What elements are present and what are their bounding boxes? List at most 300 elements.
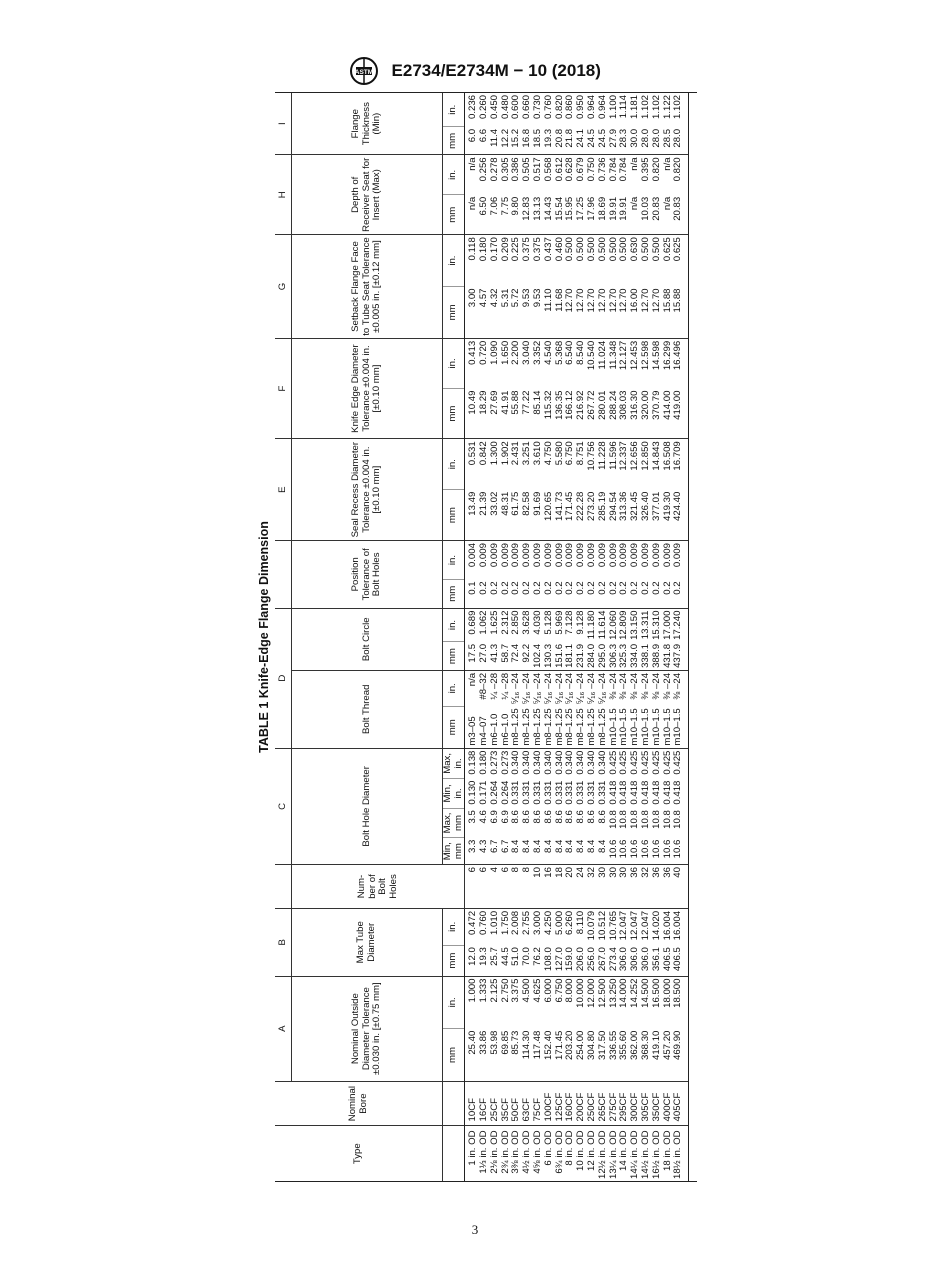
cell-g-in: 0.500 bbox=[565, 235, 576, 287]
table-caption: TABLE 1 Knife-Edge Flange Dimension bbox=[257, 521, 271, 753]
cell-e-mm: 61.75 bbox=[510, 491, 522, 516]
cell-b-mm: 206.0 bbox=[575, 947, 587, 972]
cell-g-mm: 11.68 bbox=[553, 288, 565, 312]
cell-c-min-mm: 10.6 bbox=[650, 839, 662, 859]
cell-h-mm: 19.91 bbox=[607, 196, 619, 221]
cell-b-in: 6.260 bbox=[565, 908, 576, 945]
letter-f: F bbox=[275, 338, 292, 438]
cell-f-mm: 288.24 bbox=[607, 390, 619, 420]
cell-thread-in: ⅜ –24 bbox=[630, 670, 641, 706]
cell-g-in: 0.170 bbox=[490, 235, 501, 287]
cell-nominal-bore: 265CF bbox=[598, 1081, 609, 1126]
cell-circle-mm: 151.6 bbox=[553, 643, 565, 668]
letter-a: A bbox=[275, 976, 292, 1081]
unit-thread-mm: mm bbox=[443, 706, 465, 748]
cell-c-min-mm: 6.7 bbox=[488, 839, 500, 854]
cell-b-in: 12.047 bbox=[619, 908, 630, 945]
cell-type: 10 in. OD bbox=[576, 1126, 587, 1181]
cell-b-mm: 273.4 bbox=[607, 947, 619, 972]
cell-a-mm: 317.50 bbox=[596, 1030, 608, 1060]
cell-a-mm: 85.73 bbox=[510, 1030, 522, 1055]
header-h: Depth of Receiver Seat for Insert (Max) bbox=[292, 155, 443, 235]
cell-i-mm: 28.0 bbox=[673, 127, 688, 155]
cell-position-in: 0.009 bbox=[501, 541, 512, 580]
cell-h-in: 0.820 bbox=[673, 155, 688, 195]
cell-nominal-bore: 305CF bbox=[641, 1081, 652, 1126]
cell-position-mm: 0.2 bbox=[650, 581, 662, 595]
cell-circle-in: 2.312 bbox=[501, 608, 512, 642]
cell-c-min-mm: 10.6 bbox=[673, 838, 688, 865]
type-header: Type bbox=[275, 1126, 443, 1181]
cell-h-in: 0.278 bbox=[490, 155, 501, 195]
cell-a-mm: 53.98 bbox=[488, 1030, 500, 1055]
cell-b-in: 10.765 bbox=[609, 908, 620, 945]
cell-g-in: 0.500 bbox=[609, 235, 620, 287]
cell-g-mm: 15.88 bbox=[661, 288, 673, 313]
cell-c-min-mm: 10.6 bbox=[618, 839, 630, 859]
cell-type: 18½ in. OD bbox=[673, 1126, 688, 1181]
cell-circle-in: 12.060 bbox=[609, 608, 620, 642]
cell-b-mm: 127.0 bbox=[553, 947, 565, 972]
cell-circle-in: 1.625 bbox=[490, 608, 501, 642]
cell-f-mm: 216.92 bbox=[575, 390, 587, 420]
cell-circle-mm: 58.7 bbox=[499, 643, 511, 663]
cell-i-mm: 30.0 bbox=[629, 128, 641, 148]
unit-g-in: in. bbox=[443, 235, 465, 287]
cell-e-mm: 424.40 bbox=[673, 490, 688, 541]
cell-type: 16½ in. OD bbox=[652, 1126, 663, 1181]
cell-type: 4½ in. OD bbox=[522, 1126, 533, 1181]
cell-g-mm: 5.31 bbox=[499, 288, 511, 308]
cell-c-min-in: 0.331 bbox=[575, 780, 587, 805]
cell-e-in: 14.843 bbox=[652, 439, 663, 490]
cell-a-in: 6.750 bbox=[555, 976, 566, 1029]
header-b: Max Tube Diameter bbox=[292, 908, 443, 976]
cell-c-min-in: 0.331 bbox=[532, 780, 544, 805]
cell-circle-mm: 325.3 bbox=[618, 643, 630, 668]
cell-thread-mm: m3–05 bbox=[467, 716, 479, 746]
cell-i-in: 1.100 bbox=[607, 95, 619, 120]
cell-g-in: 0.118 bbox=[465, 235, 479, 287]
cell-e-in: 12.850 bbox=[641, 439, 652, 490]
cell-circle-mm: 92.2 bbox=[521, 643, 533, 663]
cell-bolt-holes: 8 bbox=[522, 865, 533, 909]
cell-i-in: 1.102 bbox=[650, 95, 662, 120]
cell-thread-mm: m8–1.25 bbox=[564, 708, 576, 746]
svg-text:ASTM: ASTM bbox=[354, 68, 374, 76]
cell-circle-mm: 41.3 bbox=[488, 643, 500, 663]
cell-a-mm: 117.48 bbox=[532, 1030, 544, 1060]
cell-i-mm: 15.2 bbox=[510, 128, 522, 148]
cell-g-mm: 9.53 bbox=[521, 288, 533, 308]
cell-a-in: 6.000 bbox=[544, 976, 555, 1029]
cell-h-mm: 9.80 bbox=[510, 196, 522, 216]
cell-b-in: 10.512 bbox=[598, 908, 609, 945]
cell-a-in: 2.750 bbox=[501, 976, 512, 1029]
cell-f-mm: 10.49 bbox=[467, 390, 479, 415]
cell-g-mm: 12.70 bbox=[650, 288, 662, 313]
unit-row bbox=[443, 93, 465, 1181]
cell-b-in: 16.004 bbox=[663, 908, 674, 945]
cell-e-in: 8.751 bbox=[576, 439, 587, 490]
header-bolt-thread: Bolt Thread bbox=[292, 670, 443, 748]
cell-b-in: 12.047 bbox=[641, 908, 652, 945]
header-a: Nominal Outside Diameter Tolerance ±0.030 in. [±0.75 mm] bbox=[292, 976, 443, 1081]
cell-type: 1 in. OD bbox=[465, 1126, 479, 1181]
cell-c-max-in: 0.273 bbox=[501, 748, 512, 779]
cell-c-max-mm: 10.8 bbox=[673, 808, 688, 837]
cell-thread-in: ⁵⁄₁₆ –24 bbox=[544, 670, 555, 706]
header-position: Position Tolerance of Bolt Holes bbox=[292, 541, 443, 608]
cell-bolt-holes: 24 bbox=[576, 865, 587, 909]
cell-a-in: 8.000 bbox=[565, 976, 576, 1029]
cell-h-mm: 17.96 bbox=[586, 196, 598, 221]
cell-i-in: 0.820 bbox=[553, 95, 565, 120]
cell-b-in: 5.000 bbox=[555, 908, 566, 945]
cell-c-min-mm: 8.4 bbox=[532, 839, 544, 854]
cell-c-min-in: 0.264 bbox=[499, 780, 511, 805]
cell-c-max-mm: 10.8 bbox=[640, 810, 652, 829]
cell-f-mm: 370.79 bbox=[650, 390, 662, 420]
cell-position-mm: 0.2 bbox=[478, 581, 490, 595]
cell-thread-mm: m10–1.5 bbox=[640, 708, 652, 746]
cell-nominal-bore: 16CF bbox=[479, 1081, 490, 1126]
unit-circle-mm: mm bbox=[443, 642, 465, 671]
cell-e-in: 1.902 bbox=[501, 439, 512, 490]
cell-thread-mm: m10–1.5 bbox=[661, 708, 673, 746]
header-f: Knife Edge Diameter Tolerance ±0.004 in. [±0.10 mm] bbox=[292, 338, 443, 438]
cell-f-in: 6.540 bbox=[565, 338, 576, 388]
cell-i-in: 0.730 bbox=[532, 95, 544, 120]
cell-i-mm: 24.5 bbox=[586, 128, 598, 148]
cell-a-mm: 152.40 bbox=[542, 1030, 554, 1060]
cell-b-mm: 306.0 bbox=[640, 947, 652, 972]
cell-f-mm: 280.01 bbox=[596, 390, 608, 420]
cell-a-mm: 304.80 bbox=[586, 1030, 598, 1060]
cell-bolt-holes: 36 bbox=[652, 865, 663, 909]
cell-position-mm: 0.2 bbox=[564, 581, 576, 595]
page-header bbox=[0, 56, 950, 86]
cell-bolt-holes: 6 bbox=[501, 865, 512, 909]
cell-b-in: 14.020 bbox=[652, 908, 663, 945]
unit-f-in: in. bbox=[443, 338, 465, 388]
cell-e-mm: 285.19 bbox=[596, 491, 608, 522]
cell-nominal-bore: 250CF bbox=[587, 1081, 598, 1126]
cell-c-min-mm: 8.4 bbox=[596, 839, 608, 854]
cell-g-in: 0.437 bbox=[544, 235, 555, 287]
cell-i-mm: 28.0 bbox=[640, 128, 652, 148]
cell-thread-in: ⁵⁄₁₆ –24 bbox=[587, 670, 598, 706]
cell-a-in: 4.625 bbox=[533, 976, 544, 1029]
table-row bbox=[465, 93, 479, 1181]
cell-bolt-holes: 20 bbox=[565, 865, 576, 909]
header-bolt-holes: Num- ber of Bolt Holes bbox=[292, 865, 465, 909]
cell-g-in: 0.500 bbox=[576, 235, 587, 287]
cell-c-max-in: 0.425 bbox=[619, 748, 630, 779]
cell-bolt-holes: 4 bbox=[490, 865, 501, 909]
cell-i-in: 1.102 bbox=[673, 93, 688, 127]
cell-position-in: 0.009 bbox=[533, 541, 544, 580]
cell-c-min-mm: 8.4 bbox=[553, 839, 565, 854]
cell-c-min-mm: 4.3 bbox=[478, 839, 490, 854]
cell-a-mm: 33.86 bbox=[478, 1030, 490, 1055]
cell-thread-in: ⁵⁄₁₆ –24 bbox=[598, 670, 609, 706]
cell-position-in: 0.009 bbox=[598, 541, 609, 580]
cell-i-mm: 18.5 bbox=[532, 128, 544, 148]
cell-b-mm: 356.1 bbox=[650, 947, 662, 972]
cell-f-mm: 55.88 bbox=[510, 390, 522, 415]
cell-b-mm: 256.0 bbox=[586, 947, 598, 972]
cell-c-max-mm: 8.6 bbox=[575, 810, 587, 824]
cell-c-max-mm: 10.8 bbox=[661, 810, 673, 829]
cell-e-in: 5.580 bbox=[555, 439, 566, 490]
cell-c-min-in: 0.331 bbox=[510, 780, 522, 805]
cell-nominal-bore: 63CF bbox=[522, 1081, 533, 1126]
cell-f-in: 5.368 bbox=[555, 338, 566, 388]
cell-b-mm: 19.3 bbox=[478, 947, 490, 966]
cell-f-mm: 115.32 bbox=[542, 390, 554, 420]
cell-type: 18 in. OD bbox=[663, 1126, 674, 1181]
cell-circle-in: 11.180 bbox=[587, 608, 598, 642]
cell-thread-mm: m10–1.5 bbox=[673, 706, 688, 748]
cell-h-in: n/a bbox=[663, 155, 674, 195]
header-i: Flange Thickness (Min) bbox=[292, 93, 443, 155]
cell-b-in: 3.000 bbox=[533, 908, 544, 945]
cell-e-mm: 33.02 bbox=[488, 491, 500, 516]
cell-circle-in: 3.628 bbox=[522, 608, 533, 642]
cell-b-in: 2.755 bbox=[522, 908, 533, 945]
cell-thread-mm: m8–1.25 bbox=[575, 708, 587, 746]
cell-position-in: 0.009 bbox=[479, 541, 490, 580]
cell-thread-mm: m8–1.25 bbox=[510, 708, 522, 746]
cell-b-mm: 70.0 bbox=[521, 947, 533, 966]
cell-e-mm: 273.20 bbox=[586, 491, 598, 522]
cell-b-in: 16.004 bbox=[673, 908, 688, 945]
cell-bolt-holes: 36 bbox=[630, 865, 641, 909]
cell-c-max-in: 0.273 bbox=[490, 748, 501, 779]
cell-thread-in: ⅜ –24 bbox=[641, 670, 652, 706]
cell-nominal-bore: 125CF bbox=[555, 1081, 566, 1126]
cell-thread-in: n/a bbox=[465, 670, 479, 706]
cell-c-max-in: 0.340 bbox=[587, 748, 598, 779]
cell-thread-mm: m8–1.25 bbox=[542, 708, 554, 746]
cell-nominal-bore: 295CF bbox=[619, 1081, 630, 1126]
cell-circle-mm: 284.0 bbox=[586, 643, 598, 668]
cell-g-mm: 15.88 bbox=[673, 287, 688, 339]
cell-c-min-mm: 10.6 bbox=[607, 839, 619, 859]
cell-i-in: 0.950 bbox=[575, 95, 587, 120]
cell-bolt-holes: 6 bbox=[465, 865, 479, 909]
cell-c-max-mm: 10.8 bbox=[618, 810, 630, 829]
cell-c-min-in: 0.418 bbox=[661, 780, 673, 805]
cell-i-in: 1.181 bbox=[629, 95, 641, 120]
cell-type: 13¼ in. OD bbox=[609, 1126, 620, 1181]
cell-c-min-mm: 8.4 bbox=[510, 839, 522, 854]
cell-nominal-bore: 50CF bbox=[511, 1081, 522, 1126]
cell-f-mm: 77.22 bbox=[521, 390, 533, 415]
cell-e-in: 11.228 bbox=[598, 439, 609, 490]
cell-h-mm: 20.83 bbox=[650, 196, 662, 221]
cell-circle-in: 7.128 bbox=[565, 608, 576, 642]
cell-circle-in: 1.062 bbox=[479, 608, 490, 642]
cell-thread-mm: m10–1.5 bbox=[650, 708, 662, 746]
cell-h-mm: n/a bbox=[467, 196, 479, 211]
cell-nominal-bore: 350CF bbox=[652, 1081, 663, 1126]
cell-e-mm: 377.01 bbox=[650, 491, 662, 522]
cell-c-max-in: 0.425 bbox=[609, 748, 620, 779]
cell-thread-in: ⅜ –24 bbox=[652, 670, 663, 706]
cell-i-in: 0.260 bbox=[478, 95, 490, 120]
cell-f-mm: 18.29 bbox=[478, 390, 490, 415]
cell-circle-in: 13.311 bbox=[641, 608, 652, 642]
cell-c-max-in: 0.425 bbox=[673, 748, 688, 779]
letter-g: G bbox=[275, 235, 292, 339]
cell-c-min-in: 0.171 bbox=[478, 780, 490, 805]
cell-circle-mm: 181.1 bbox=[564, 643, 576, 668]
cell-type: 8 in. OD bbox=[565, 1126, 576, 1181]
cell-e-mm: 120.65 bbox=[542, 491, 554, 522]
cell-h-in: 0.612 bbox=[555, 155, 566, 195]
cell-a-in: 12.500 bbox=[598, 976, 609, 1029]
cell-b-in: 0.760 bbox=[479, 908, 490, 945]
unit-thread-in: in. bbox=[443, 670, 465, 706]
cell-f-in: 4.540 bbox=[544, 338, 555, 388]
cell-c-min-in: 0.331 bbox=[564, 780, 576, 805]
cell-bolt-holes: 10 bbox=[533, 865, 544, 909]
cell-e-in: 12.337 bbox=[619, 439, 630, 490]
cell-circle-in: 9.128 bbox=[576, 608, 587, 642]
cell-h-in: 0.750 bbox=[587, 155, 598, 195]
cell-f-in: 12.453 bbox=[630, 338, 641, 388]
cell-g-mm: 4.57 bbox=[478, 288, 490, 308]
cell-e-in: 0.531 bbox=[465, 439, 479, 490]
cell-g-mm: 9.53 bbox=[532, 288, 544, 308]
cell-bolt-holes: 30 bbox=[598, 865, 609, 909]
cell-c-min-in: 0.331 bbox=[586, 780, 598, 805]
cell-f-mm: 316.30 bbox=[629, 390, 641, 420]
cell-f-mm: 320.00 bbox=[640, 390, 652, 420]
cell-i-in: 0.964 bbox=[596, 95, 608, 120]
cell-a-in: 3.375 bbox=[511, 976, 522, 1029]
cell-thread-in: ⅜ –24 bbox=[619, 670, 630, 706]
cell-h-mm: 6.50 bbox=[478, 196, 490, 216]
cell-h-mm: 15.95 bbox=[564, 196, 576, 221]
cell-c-max-mm: 10.8 bbox=[650, 810, 662, 829]
cell-i-mm: 6.0 bbox=[467, 128, 479, 143]
cell-a-in: 18.000 bbox=[663, 976, 674, 1029]
cell-g-in: 0.209 bbox=[501, 235, 512, 287]
cell-e-mm: 13.49 bbox=[467, 491, 479, 516]
cell-c-min-in: 0.130 bbox=[467, 780, 479, 805]
cell-thread-in: ⅜ –24 bbox=[609, 670, 620, 706]
cell-thread-in: ⁵⁄₁₆ –24 bbox=[565, 670, 576, 706]
cell-circle-mm: 231.9 bbox=[575, 643, 587, 668]
cell-circle-in: 5.969 bbox=[555, 608, 566, 642]
cell-b-mm: 159.0 bbox=[564, 947, 576, 972]
cell-h-mm: n/a bbox=[629, 196, 641, 211]
letter-row bbox=[275, 93, 292, 1181]
document-designation: E2734/E2734M − 10 (2018) bbox=[391, 61, 601, 80]
cell-b-mm: 406.5 bbox=[661, 947, 673, 972]
cell-bolt-holes: 32 bbox=[587, 865, 598, 909]
cell-a-in: 14.500 bbox=[641, 976, 652, 1029]
cell-i-in: 0.236 bbox=[467, 95, 479, 120]
cell-c-max-mm: 8.6 bbox=[553, 810, 565, 824]
cell-f-in: 11.348 bbox=[609, 338, 620, 388]
cell-i-in: 0.760 bbox=[542, 95, 554, 120]
cell-c-max-in: 0.340 bbox=[544, 748, 555, 779]
unit-c-min-mm: Min, mm bbox=[443, 838, 465, 865]
cell-c-max-mm: 3.5 bbox=[467, 810, 479, 824]
group-header-row bbox=[292, 93, 443, 1181]
cell-circle-in: 5.128 bbox=[544, 608, 555, 642]
cell-c-max-mm: 8.6 bbox=[596, 810, 608, 824]
cell-e-mm: 294.54 bbox=[607, 491, 619, 522]
cell-position-in: 0.009 bbox=[490, 541, 501, 580]
cell-e-mm: 171.45 bbox=[564, 491, 576, 522]
cell-f-in: 2.200 bbox=[511, 338, 522, 388]
cell-a-in: 1.333 bbox=[479, 976, 490, 1029]
cell-position-in: 0.009 bbox=[544, 541, 555, 580]
cell-h-mm: 12.83 bbox=[521, 196, 533, 221]
cell-circle-mm: 437.9 bbox=[673, 642, 688, 671]
cell-h-in: 0.679 bbox=[576, 155, 587, 195]
cell-thread-mm: m6–1.0 bbox=[499, 713, 511, 746]
unit-c-max-in: Max, in. bbox=[443, 748, 465, 779]
cell-circle-mm: 27.0 bbox=[478, 643, 490, 663]
cell-f-in: 0.413 bbox=[465, 338, 479, 388]
cell-b-in: 4.250 bbox=[544, 908, 555, 945]
cell-a-mm: 457.20 bbox=[661, 1030, 673, 1060]
cell-position-in: 0.009 bbox=[619, 541, 630, 580]
cell-i-in: 0.450 bbox=[488, 95, 500, 120]
cell-nominal-bore: 160CF bbox=[565, 1081, 576, 1126]
cell-circle-mm: 72.4 bbox=[510, 643, 522, 663]
cell-g-in: 0.500 bbox=[598, 235, 609, 287]
unit-f-mm: mm bbox=[443, 389, 465, 439]
cell-circle-in: 15.310 bbox=[652, 608, 663, 642]
cell-thread-mm: m10–1.5 bbox=[629, 708, 641, 746]
cell-g-in: 0.500 bbox=[652, 235, 663, 287]
cell-type: 14½ in. OD bbox=[641, 1126, 652, 1181]
cell-g-mm: 11.10 bbox=[542, 288, 554, 312]
cell-c-min-mm: 10.6 bbox=[661, 839, 673, 859]
cell-e-mm: 91.69 bbox=[532, 491, 544, 516]
cell-position-mm: 0.2 bbox=[510, 581, 522, 595]
cell-position-mm: 0.2 bbox=[661, 581, 673, 595]
cell-h-in: 0.386 bbox=[511, 155, 522, 195]
cell-thread-in: ⁵⁄₁₆ –24 bbox=[522, 670, 533, 706]
cell-circle-in: 12.809 bbox=[619, 608, 630, 642]
cell-position-mm: 0.2 bbox=[521, 581, 533, 595]
header-e: Seal Recess Diameter Tolerance ±0.004 in. [±0.10 mm] bbox=[292, 439, 443, 541]
cell-h-mm: 7.75 bbox=[499, 196, 511, 216]
cell-e-mm: 48.31 bbox=[499, 491, 511, 516]
cell-c-max-mm: 4.6 bbox=[478, 810, 490, 824]
cell-thread-mm: m8–1.25 bbox=[532, 708, 544, 746]
cell-e-in: 12.656 bbox=[630, 439, 641, 490]
cell-b-in: 2.008 bbox=[511, 908, 522, 945]
cell-h-in: 0.395 bbox=[641, 155, 652, 195]
cell-position-mm: 0.2 bbox=[618, 581, 630, 595]
page-number: 3 bbox=[471, 1222, 479, 1237]
header-c: Bolt Hole Diameter bbox=[292, 748, 443, 864]
cell-g-in: 0.460 bbox=[555, 235, 566, 287]
astm-logo-icon bbox=[349, 56, 379, 86]
cell-c-max-in: 0.425 bbox=[663, 748, 674, 779]
cell-c-max-in: 0.340 bbox=[555, 748, 566, 779]
cell-b-mm: 108.0 bbox=[542, 947, 554, 972]
